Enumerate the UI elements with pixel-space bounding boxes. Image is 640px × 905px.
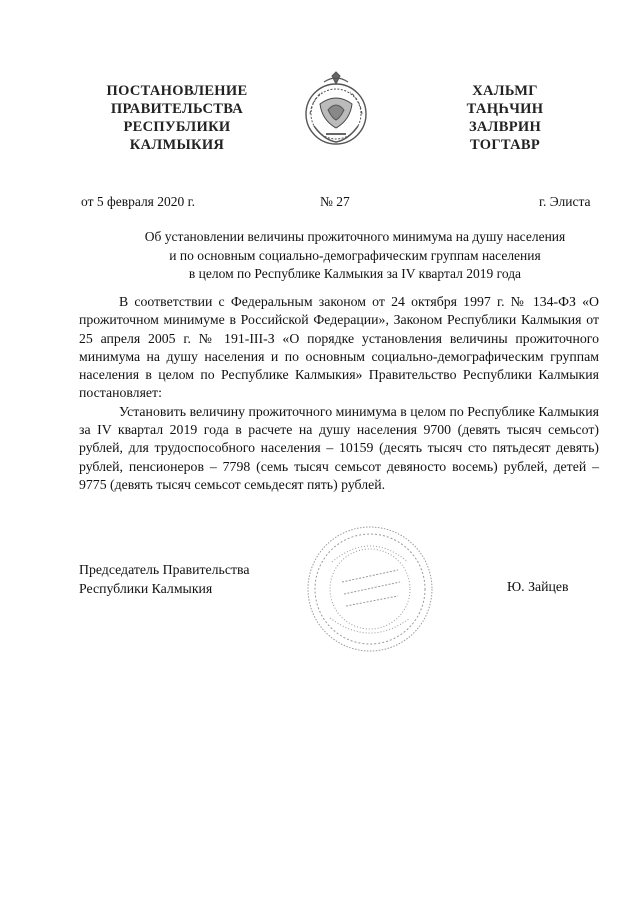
title-line: Об установлении величины прожиточного минимума на душу населения [144, 229, 566, 244]
signatory-position [79, 561, 249, 598]
document-title [100, 228, 610, 284]
header-title-russian [92, 82, 262, 154]
header-left-line: КАЛМЫКИЯ [129, 137, 225, 153]
title-line: в целом по Республике Калмыкия за IV квартал 2019 года [188, 266, 522, 281]
header-left-line: ПОСТАНОВЛЕНИЕ [106, 83, 248, 99]
body-paragraph: В соответствии с Федеральным законом от 24 октября 1997 г. № 134-ФЗ «О прожиточном минимуме в Российской Федерации», Законом Республики Калмыкия от 25 апреля 2005 г. № 191-III-З «О порядке установления величины прожиточного минимума на душу населения и по основным социально-демографическим группам населения в целом по Республике Калмыкия» Правительство Республики Калмыкия постановляет: [79, 294, 599, 401]
document-number: № 27 [320, 194, 350, 209]
header-right-line: ЗАЛВРИН [468, 119, 542, 135]
document-date: от 5 февраля 2020 г. [81, 194, 196, 209]
header-left-line: ПРАВИТЕЛЬСТВА [110, 101, 244, 117]
document-city: г. Элиста [539, 194, 591, 209]
header-right-line: ТАҢҺЧИН [466, 101, 544, 117]
signatory-name: Ю. Зайцев [507, 579, 569, 594]
signatory-position-line: Председатель Правительства [79, 562, 250, 577]
body-paragraph: Установить величину прожиточного минимума в целом по Республике Калмыкия за IV квартал 2019 года в расчете на душу населения 9700 (девять тысяч семьсот) рублей, для трудоспособного населения – 10159 (десять тысяч сто пятьдесят девять) рублей, пенсионеров – 7798 (семь тысяч семьсот девяносто восемь) рублей, детей – 9775 (девять тысяч семьсот семьдесят пять) рублей. [79, 403, 599, 492]
header-right-line: ХАЛЬМГ [472, 83, 538, 99]
signatory-position-line: Республики Калмыкия [79, 580, 213, 596]
coat-of-arms-icon [300, 70, 372, 150]
header-right-line: ТОГТАВР [469, 137, 541, 153]
header-title-kalmyk [450, 82, 560, 154]
title-line: и по основным социально-демографическим группам населения [169, 247, 541, 263]
document-body [79, 293, 599, 494]
official-seal-icon [302, 522, 438, 656]
header-left-line: РЕСПУБЛИКИ [123, 119, 231, 135]
